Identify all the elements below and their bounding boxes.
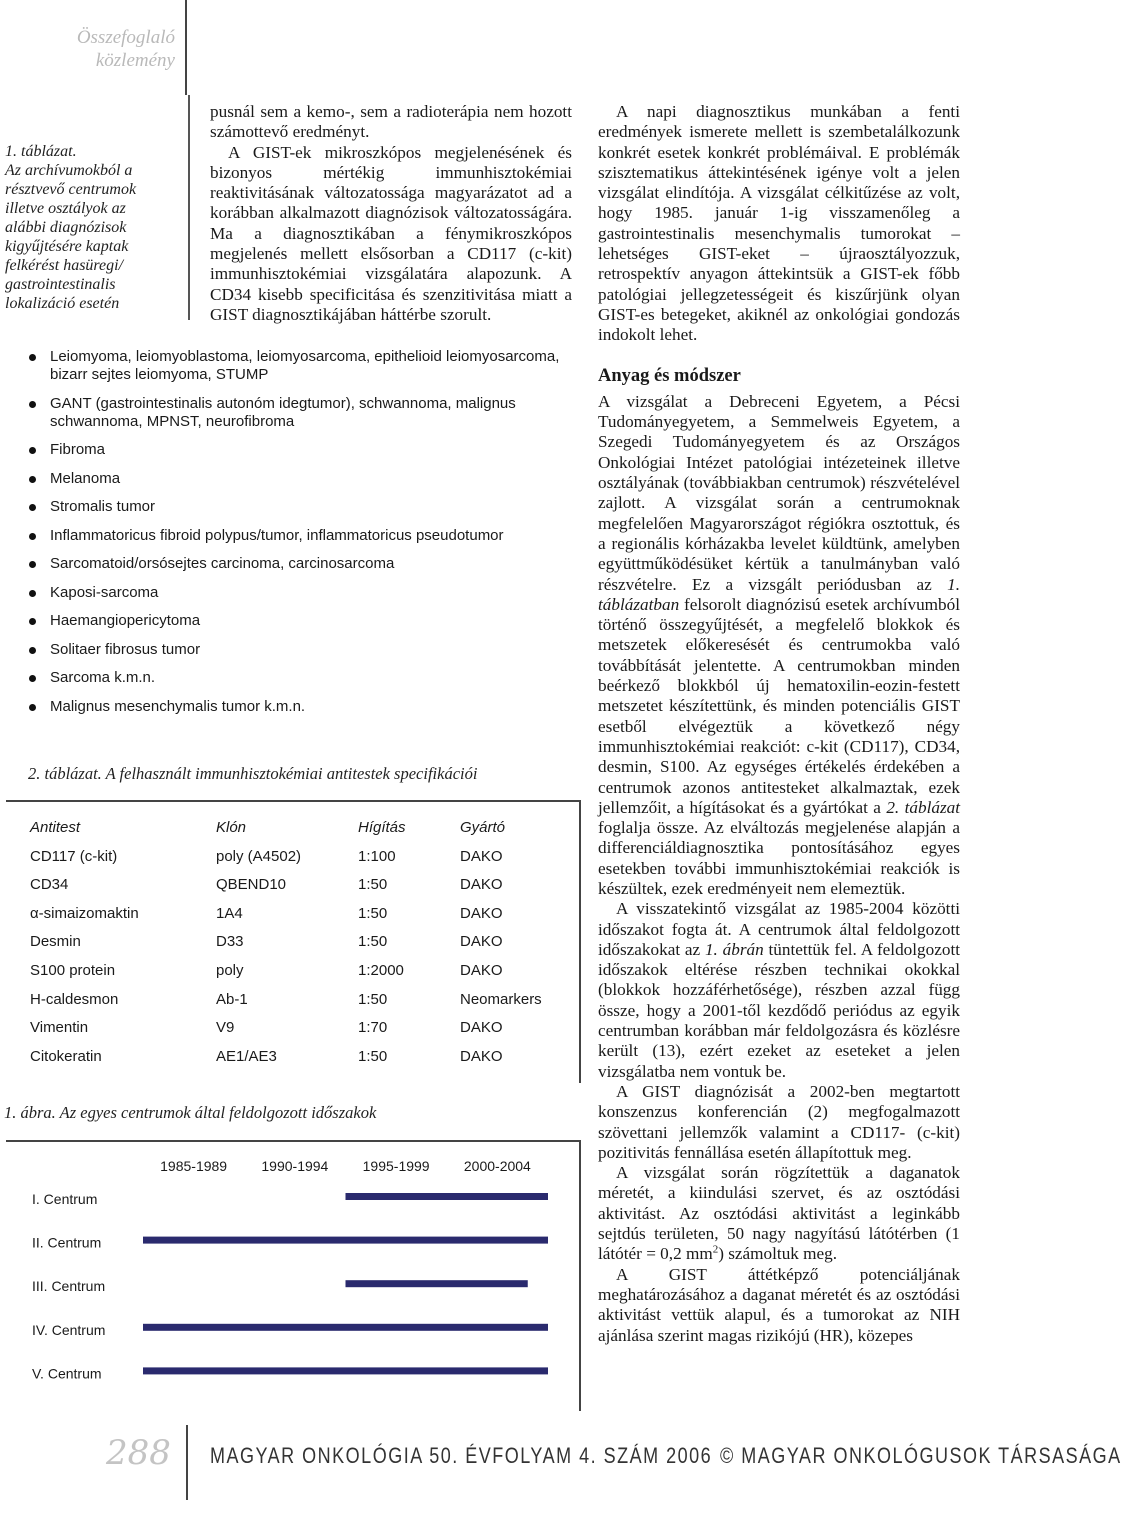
table-cell: DAKO	[460, 847, 503, 865]
page-number: 288	[106, 1433, 171, 1473]
table-cell: Ab-1	[216, 990, 248, 1008]
footer-divider	[186, 1425, 188, 1500]
table1-caption-line: 1. táblázat.	[5, 143, 77, 160]
list-item-text: GANT (gastrointestinalis autonóm idegtumor), schwannoma, malignus schwannoma, MPNST, neurofibroma	[50, 394, 516, 430]
list-item-text: Sarcomatoid/orsósejtes carcinoma, carcinosarcoma	[50, 555, 395, 572]
table2-reference: 2. táblázat	[886, 797, 961, 817]
table-cell: CD117 (c-kit)	[30, 847, 118, 865]
table-cell: DAKO	[460, 904, 503, 922]
table-header-cell: Hígítás	[358, 819, 406, 836]
list-item	[28, 441, 583, 459]
right-column-text	[598, 102, 960, 1346]
table-cell: Neomarkers	[460, 990, 542, 1008]
paragraph: A GIST-ek mikroszkópos megjelenésének és bizonyos mértékig immunhisztokémiai reaktivitásának változatossága magyarázatot ad a korábban alkalmazott diagnózisok változatosságára. Ma a diagnosztikában a fénymikroszkópos megjelenés mellett elsősorban a CD117 (c-kit) immunhisztokémiai vizsgálatára alapozunk. A CD34 kisebb specificitása és szenzitivitása miatt a GIST diagnosztikájában háttérbe szorult.	[210, 142, 572, 324]
table1-caption-line: alábbi diagnózisok	[5, 219, 127, 236]
category-label: III. Centrum	[32, 1278, 106, 1295]
paragraph: A napi diagnosztikus munkában a fenti eredmények ismerete mellett is szembetalálkozunk konkrét esetek konkrét problémáival. E problémák szisztematikus áttekintésének igénye volt a jelen vizsgálat elindítója. A vizsgálat célkitűzése az volt, hogy 1985. január 1-ig visszamenőleg a gastrointestinalis mesenchymalis tumorokat – lehetséges GIST-eket – újraosztályozzuk, retrospektív anyagon áttekintsük a GIST-ek főbb patológiai jellegzetességeit és kiszűrjünk olyan GIST-es betegeket, akiknél az onkológiai gondozás indokolt lehet.	[598, 102, 960, 345]
table-cell: 1:50	[358, 876, 388, 894]
list-item-text: Inflammatoricus fibroid polypus/tumor, inflammatoricus pseudotumor	[50, 526, 504, 544]
list-item	[28, 498, 583, 516]
table-cell: D33	[216, 933, 244, 951]
table-cell: α-simaizomaktin	[30, 904, 139, 922]
table-cell: 1:50	[358, 1047, 388, 1065]
table-cell: DAKO	[460, 933, 503, 951]
table-cell: 1:50	[358, 990, 388, 1008]
table-cell: 1:50	[358, 904, 388, 922]
table-cell: 1:100	[358, 847, 396, 865]
figure1-reference: 1. ábrán	[704, 939, 764, 959]
bullet-icon	[29, 561, 36, 568]
x-tick-label: 1990-1994	[261, 1158, 329, 1174]
table1-caption-line: lokalizáció esetén	[5, 295, 120, 312]
list-item	[28, 348, 583, 384]
bullet-icon	[29, 354, 36, 361]
category-label: I. Centrum	[32, 1191, 98, 1207]
x-tick-label: 2000-2004	[463, 1158, 531, 1174]
table-cell: QBEND10	[216, 876, 287, 894]
section-heading: Anyag és módszer	[598, 365, 741, 386]
table-cell: V9	[216, 1019, 235, 1037]
table-header-cell: Gyártó	[460, 819, 506, 836]
table-cell: DAKO	[460, 876, 503, 894]
table-header-cell: Antitest	[30, 819, 81, 836]
list-item-text: Stromalis tumor	[50, 498, 156, 515]
table-cell: 1:2000	[358, 961, 404, 979]
section-label-line2: közlemény	[95, 50, 175, 71]
bullet-icon	[29, 476, 36, 483]
list-item-text: Haemangiopericytoma	[50, 612, 201, 629]
list-item	[28, 641, 583, 659]
bullet-icon	[29, 618, 36, 625]
list-item	[28, 698, 583, 716]
bullet-icon	[29, 675, 36, 682]
header-divider	[185, 0, 187, 95]
bullet-icon	[29, 647, 36, 654]
table-cell: poly (A4502)	[216, 847, 302, 865]
table-cell: CD34	[30, 876, 69, 894]
journal-info: MAGYAR ONKOLÓGIA 50. ÉVFOLYAM 4. SZÁM 2006	[210, 1443, 713, 1468]
paragraph: A vizsgálat során rögzítettük a daganatok méretét, a kiindulási szervet, és az osztódási aktivitást. Az osztódási aktivitást a leginkább sejtdús területen, 50 nagy nagyítású látótérben (1 látótér = 0,2 $mm^2$) számoltuk meg.	[598, 1163, 960, 1264]
table-header-cell: Klón	[216, 819, 247, 836]
bullet-icon	[29, 590, 36, 597]
paragraph: A visszatekintő vizsgálat az 1985-2004 közötti időszakot fogta át. A centrumok által feldolgozott időszakokat az 1. ábrán tüntettük fel. A feldolgozott időszakok eltérése részben technikai okokkal (blokkok hozzáférhetősége), részben azzal függ össze, hogy a 2001-től kezdődő periódus az egyik centrumban korábban már feldolgozásra és közlésre került (13), ezért ezeket az eseteket a jelen vizsgálatba nem vontuk be.	[598, 899, 960, 1081]
figure1-frame	[6, 1140, 581, 1411]
middle-column-text	[210, 102, 572, 325]
table-cell: 1A4	[216, 904, 243, 922]
table-cell: DAKO	[460, 961, 503, 979]
list-item-text: Leiomyoma, leiomyoblastoma, leiomyosarcoma, epithelioid leiomyosarcoma, bizarr sejtes leiomyoma, STUMP	[50, 348, 560, 383]
category-label: IV. Centrum	[32, 1321, 106, 1338]
table1-caption	[5, 142, 175, 313]
table-cell: Desmin	[30, 933, 81, 951]
list-item	[28, 555, 583, 573]
list-item-text: Malignus mesenchymalis tumor k.m.n.	[50, 697, 306, 715]
list-item-text: Kaposi-sarcoma	[50, 583, 159, 601]
bullet-icon	[29, 447, 36, 454]
section-label-line1: Összefoglaló	[76, 27, 175, 48]
table2-caption: 2. táblázat. A felhasznált immunhisztokémiai antitestek specifikációi	[28, 764, 478, 783]
paragraph: A GIST áttétképző potenciáljának meghatározásához a daganat méretét és az osztódási aktivitást vettük alapul, és a tumorokat az NIH ajánlása szerint magas rizikójú (HR), közepes	[598, 1264, 960, 1345]
table1-caption-line: Az archívumokból a	[5, 162, 133, 179]
bullet-icon	[29, 533, 36, 540]
table1-caption-line: felkérést hasüregi/	[5, 257, 124, 274]
table-cell: AE1/AE3	[216, 1047, 277, 1065]
table-cell: 1:70	[358, 1019, 388, 1037]
bullet-icon	[29, 401, 36, 408]
list-item-text: Sarcoma k.m.n.	[50, 669, 156, 686]
list-item	[28, 584, 583, 602]
table-cell: 1:50	[358, 933, 388, 951]
list-item	[28, 612, 583, 630]
table1-caption-line: gastrointestinalis	[5, 276, 116, 293]
list-item	[28, 395, 583, 431]
table1-caption-line: résztvevő centrumok	[5, 181, 137, 198]
paragraph: A vizsgálat a Debreceni Egyetem, a Pécsi Tudományegyetem, a Semmelweis Egyetem, a Szegedi Tudományegyetem és az Országos Onkológiai Intézet patológiai intézeteinek illetve osztályának (továbbiakban centrumok) részvételével zajlott. A vizsgálat során a centrumoknak megfelelően Magyarországot régiókra osztottuk, és a regionális kórházakba levelet küldtünk, amelyben együttműködésüket kértük a tanulmányban való részvételre. Ez a vizsgált periódusban az 1. táblázatban felsorolt diagnózisú esetek archívumból történő összegyűjtését, a megfelelő blokkok és metszetek előkeresését és centrumokba való továbbítását jelentette. A centrumokban minden beérkező blokkból új hematoxilin-eozin-festett metszetet készítettünk, és minden potenciális GIST esetből elvégeztük a következő négy immunhisztokémiai reakciót: c-kit (CD117), CD34, desmin, S100. Az egységes értékelés érdekében a centrumok azonos antitesteket alkalmaztak, ezek jellemzőit, a hígításokat és a gyártókat a 2. táblázat foglalja össze. Az elváltozás megjelenése alapján a differenciáldiagnosztika pontosításához egyes esetekben további immunhisztokémiai reakciók is készültek, ezek eredményeit nem elemeztük.	[598, 391, 961, 898]
table1-caption-line: kigyűjtésére kaptak	[5, 238, 129, 255]
list-item	[28, 527, 583, 545]
table-cell: Vimentin	[30, 1019, 89, 1037]
x-tick-label: 1985-1989	[160, 1158, 228, 1174]
table-cell: S100 protein	[30, 961, 116, 979]
copyright: © MAGYAR ONKOLÓGUSOK TÁRSASÁGA	[720, 1443, 1122, 1468]
category-label: V. Centrum	[32, 1365, 102, 1382]
table-cell: poly	[216, 961, 244, 979]
category-label: II. Centrum	[32, 1234, 102, 1251]
table1-diagnosis-list	[28, 348, 583, 726]
table1-caption-line: illetve osztályok az	[5, 200, 126, 217]
table-cell: Citokeratin	[30, 1047, 102, 1065]
list-item	[28, 470, 583, 488]
figure1-caption: 1. ábra. Az egyes centrumok által feldolgozott időszakok	[4, 1103, 377, 1122]
table-cell: H-caldesmon	[30, 990, 119, 1008]
bullet-icon	[29, 504, 36, 511]
caption-divider	[188, 95, 190, 320]
bullet-icon	[29, 704, 36, 711]
x-tick-label: 1995-1999	[362, 1158, 430, 1174]
list-item-text: Melanoma	[50, 469, 121, 487]
list-item-text: Solitaer fibrosus tumor	[50, 640, 201, 658]
paragraph: pusnál sem a kemo-, sem a radioterápia nem hozott számottevő eredményt.	[210, 102, 572, 142]
paragraph: A GIST diagnózisát a 2002-ben megtartott konszenzus konferencián (2) megfogalmazott szövettani jellemzők valamint a CD117- (c-kit) pozitivitás fennállása esetén állapítottuk meg.	[598, 1081, 960, 1162]
list-item-text: Fibroma	[50, 441, 106, 458]
table-cell: DAKO	[460, 1019, 503, 1037]
list-item	[28, 669, 583, 687]
table1-reference: 1. táblázatban	[598, 574, 960, 614]
table-cell: DAKO	[460, 1047, 503, 1065]
section-label	[30, 26, 175, 72]
